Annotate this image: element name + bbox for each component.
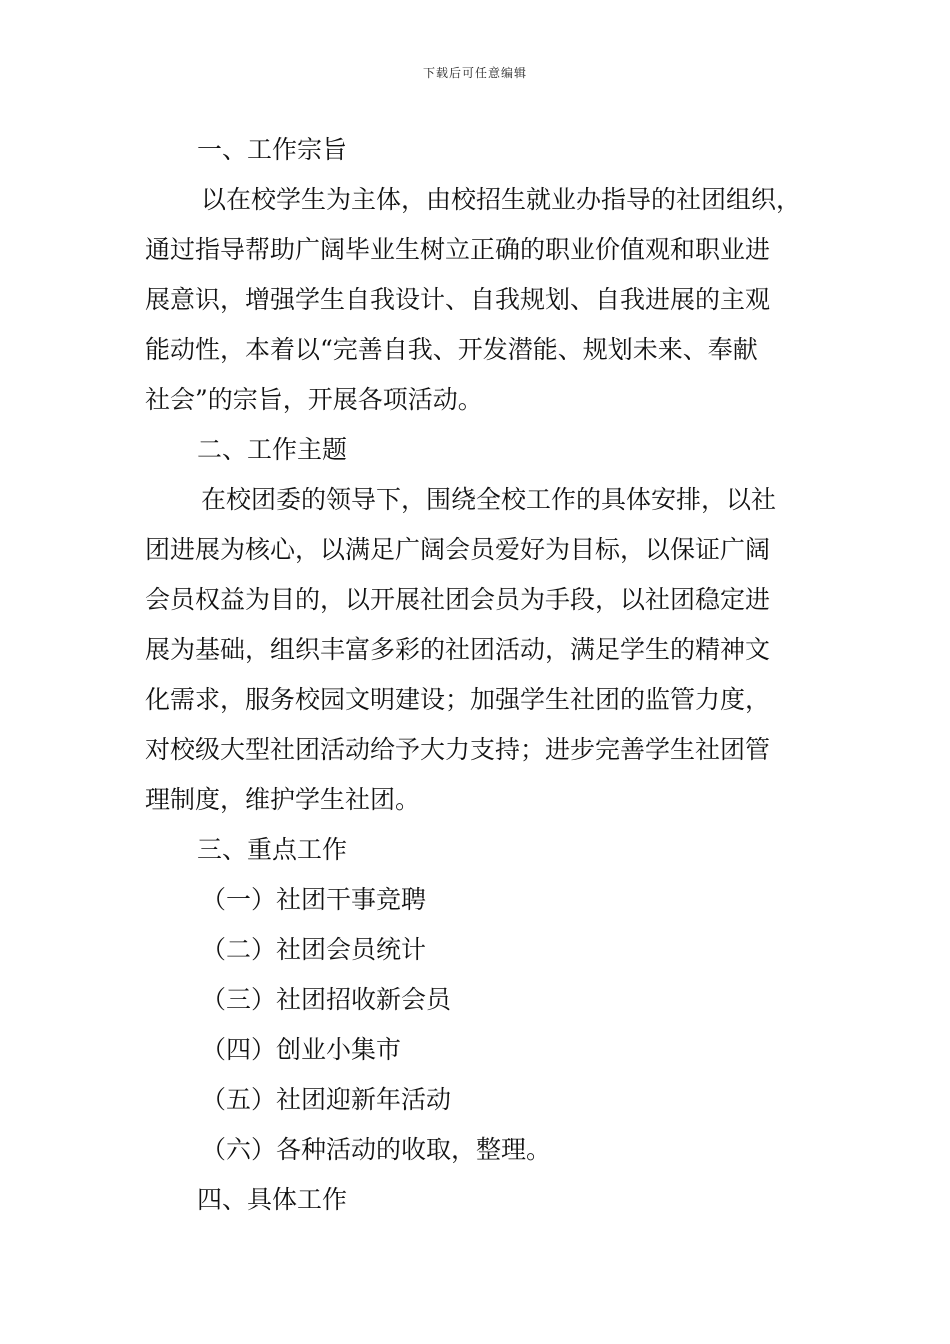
paragraph-line: 能动性，本着以“完善自我、开发潜能、规划未来、奉献: [145, 335, 758, 364]
paragraph-line: 在校团委的领导下，围绕全校工作的具体安排，以社: [201, 485, 777, 514]
paragraph-line: 展为基础，组织丰富多彩的社团活动，满足学生的精神文: [145, 635, 771, 664]
list-item: （五）社团迎新年活动: [201, 1085, 452, 1114]
document-body: [145, 125, 810, 1225]
paragraph-line: 会员权益为目的，以开展社团会员为手段，以社团稳定进: [145, 585, 771, 614]
list-item: （六）各种活动的收取，整理。: [201, 1135, 552, 1164]
list-item: （三）社团招收新会员: [201, 985, 452, 1014]
section-heading-purpose: 一、工作宗旨: [197, 135, 348, 164]
section-heading-specific-work: 四、具体工作: [197, 1185, 348, 1214]
paragraph-line: 化需求，服务校园文明建设；加强学生社团的监管力度，: [145, 685, 771, 714]
paragraph-line: 展意识，增强学生自我设计、自我规划、自我进展的主观: [145, 285, 771, 314]
paragraph-line: 以在校学生为主体，由校招生就业办指导的社团组织，: [201, 185, 802, 214]
paragraph-line: 社会”的宗旨，开展各项活动。: [145, 385, 483, 414]
list-item: （一）社团干事竞聘: [201, 885, 427, 914]
list-item: （四）创业小集市: [201, 1035, 402, 1064]
section-heading-theme: 二、工作主题: [197, 435, 348, 464]
header-note: 下载后可任意编辑: [422, 66, 527, 80]
paragraph-line: 理制度，维护学生社团。: [145, 785, 421, 814]
list-item: （二）社团会员统计: [201, 935, 427, 964]
paragraph-line: 通过指导帮助广阔毕业生树立正确的职业价值观和职业进: [145, 235, 771, 264]
paragraph-line: 对校级大型社团活动给予大力支持；进步完善学生社团管: [145, 735, 771, 764]
section-heading-key-work: 三、重点工作: [197, 835, 348, 864]
paragraph-line: 团进展为核心，以满足广阔会员爱好为目标，以保证广阔: [145, 535, 771, 564]
